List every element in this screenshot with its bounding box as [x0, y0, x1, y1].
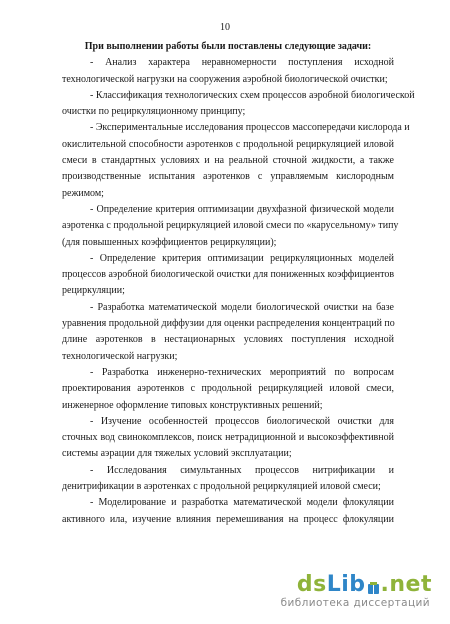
watermark-subtitle: библиотека диссертаций	[280, 597, 430, 609]
section-heading: При выполнении работы были поставлены следующие задачи:	[84, 41, 372, 52]
text-line: очистки по рециркуляционному принципу;	[62, 106, 246, 118]
text-line: длине аэротенков в нестационарных условиях поступления исходной	[62, 334, 394, 346]
text-line: - Разработка инженерно-технических мероприятий по вопросам	[90, 366, 394, 378]
text-line: производственные испытания аэротенков с управляемым кислородным	[62, 171, 394, 183]
logo-ds-text: ds	[296, 572, 327, 597]
document-body	[62, 39, 415, 528]
text-line: аэротенка с продольной рециркуляцией иловой смеси по «карусельному» типу	[62, 220, 399, 232]
text-line: - Моделирование и разработка математической модели флокуляции	[90, 497, 394, 509]
book-icon	[367, 577, 380, 592]
text-line: технологической нагрузки на сооружения аэробной биологической очистки;	[62, 73, 388, 85]
text-line: технологической нагрузки;	[62, 350, 178, 362]
text-line: (для повышенных коэффициентов рециркуляции);	[62, 236, 277, 248]
text-line: уравнения продольной диффузии для оценки распределения концентраций по	[62, 318, 395, 330]
text-line: процессов аэробной биологической очистки для пониженных коэффициентов	[62, 269, 395, 281]
text-line: сточных вод свинокомплексов, поиск нетрадиционной и высокоэффективной	[62, 432, 394, 444]
logo-lib-text: Lib	[326, 572, 366, 597]
text-line: - Определение критерия оптимизации рециркуляционных моделей	[90, 252, 394, 264]
text-line: активного ила, изучение влияния перемешивания на процесс флокуляции	[62, 513, 394, 525]
page-number: 10	[220, 22, 230, 33]
text-line: - Исследования симультанных процессов нитрификации и	[90, 464, 394, 476]
text-line: проектирования аэротенков с продольной рециркуляцией иловой смеси,	[62, 383, 394, 395]
text-line: - Определение критерия оптимизации двухфазной физической модели	[90, 203, 394, 215]
text-line: денитрификации в аэротенках с продольной рециркуляцией иловой смеси;	[62, 481, 381, 493]
text-line: - Классификация технологических схем процессов аэробной биологической	[90, 89, 415, 101]
text-line: рециркуляции;	[62, 285, 125, 297]
text-line: - Экспериментальные исследования процессов массопередачи кислорода и	[90, 122, 410, 134]
text-line: инженерное оформление типовых конструктивных решений;	[62, 399, 323, 411]
text-line: смеси в стандартных условиях и на реальной сточной жидкости, а также	[62, 155, 394, 167]
dslib-watermark	[246, 572, 436, 612]
text-line: системы аэрации для тяжелых условий эксплуатации;	[62, 448, 292, 460]
text-line: окислительной способности аэротенков с продольной рециркуляцией иловой	[62, 138, 394, 150]
logo-net-text: .net	[380, 572, 432, 597]
text-line: режимом;	[62, 187, 104, 199]
text-line: - Изучение особенностей процессов биологической очистки для	[90, 415, 394, 427]
text-line: - Анализ характера неравномерности поступления исходной	[90, 57, 394, 69]
dslib-logo	[297, 572, 432, 597]
text-line: - Разработка математической модели биологической очистки на базе	[90, 301, 394, 313]
